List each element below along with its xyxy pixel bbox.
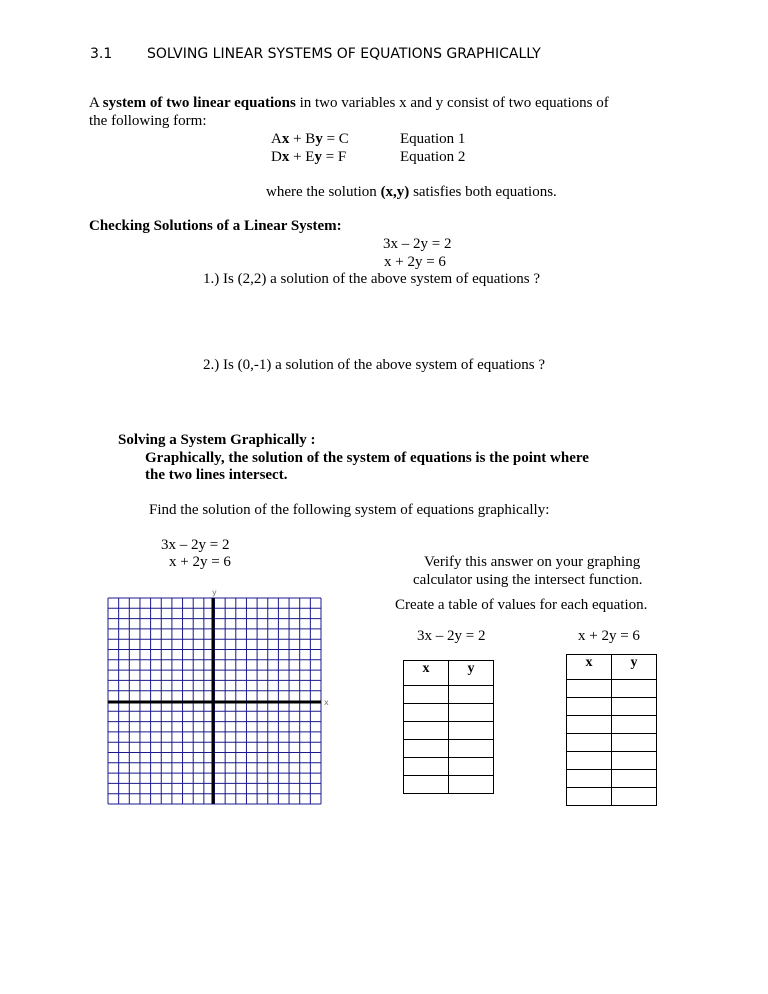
table-row[interactable] (404, 704, 494, 722)
section-number: 3.1 (90, 46, 113, 62)
x-axis-label: x (324, 698, 329, 707)
graphical-line-1: Graphically, the solution of the system of equations is the point where (145, 450, 589, 466)
graph-system-eq2: x + 2y = 6 (169, 554, 231, 570)
graphical-heading: Solving a System Graphically : (118, 432, 316, 448)
checking-heading: Checking Solutions of a Linear System: (89, 218, 342, 234)
table1-equation: 3x – 2y = 2 (417, 628, 486, 644)
find-solution-instruction: Find the solution of the following system of equations graphically: (149, 502, 550, 518)
table2-equation: x + 2y = 6 (578, 628, 640, 644)
graphical-line-2: the two lines intersect. (145, 467, 288, 483)
equation-1-form: Ax + By = C (271, 131, 349, 147)
question-1: 1.) Is (2,2) a solution of the above system of equations ? (203, 271, 541, 287)
table-prompt: Create a table of values for each equation. (395, 597, 648, 613)
table-row[interactable] (404, 740, 494, 758)
verify-line-1: Verify this answer on your graphing (424, 554, 641, 570)
intro-line-2: the following form: (89, 113, 207, 129)
where-solution-line: where the solution (x,y) satisfies both equations. (266, 184, 557, 200)
table-row[interactable] (567, 698, 657, 716)
equation-2-form: Dx + Ey = F (271, 149, 347, 165)
table-row[interactable] (567, 752, 657, 770)
table-row[interactable] (567, 716, 657, 734)
table1 (403, 660, 494, 794)
intro-line-1: A system of two linear equations in two variables x and y consist of two equations of (89, 95, 609, 111)
table-row[interactable] (404, 758, 494, 776)
table-row[interactable] (404, 776, 494, 794)
page-title: SOLVING LINEAR SYSTEMS OF EQUATIONS GRAPHICALLY (147, 46, 541, 62)
check-system-eq2: x + 2y = 6 (384, 254, 446, 270)
equation-2-label: Equation 2 (400, 149, 466, 165)
table2 (566, 654, 657, 806)
table1-header-x: x (404, 661, 449, 686)
question-2: 2.) Is (0,-1) a solution of the above system of equations ? (203, 357, 546, 373)
table-row[interactable] (404, 686, 494, 704)
table2-header-y: y (612, 655, 657, 680)
check-system-eq1: 3x – 2y = 2 (383, 236, 452, 252)
table2-header-x: x (567, 655, 612, 680)
table-row[interactable] (567, 770, 657, 788)
equation-1-label: Equation 1 (400, 131, 466, 147)
table-row[interactable] (567, 788, 657, 806)
table-row[interactable] (567, 680, 657, 698)
table-row[interactable] (404, 722, 494, 740)
table1-header-y: y (449, 661, 494, 686)
y-axis-label: y (212, 590, 217, 597)
table-row[interactable] (567, 734, 657, 752)
intro-bold-term: system of two linear equations (102, 95, 296, 111)
coordinate-grid (100, 590, 335, 812)
verify-line-2: calculator using the intersect function. (413, 572, 643, 588)
graph-system-eq1: 3x – 2y = 2 (161, 537, 230, 553)
